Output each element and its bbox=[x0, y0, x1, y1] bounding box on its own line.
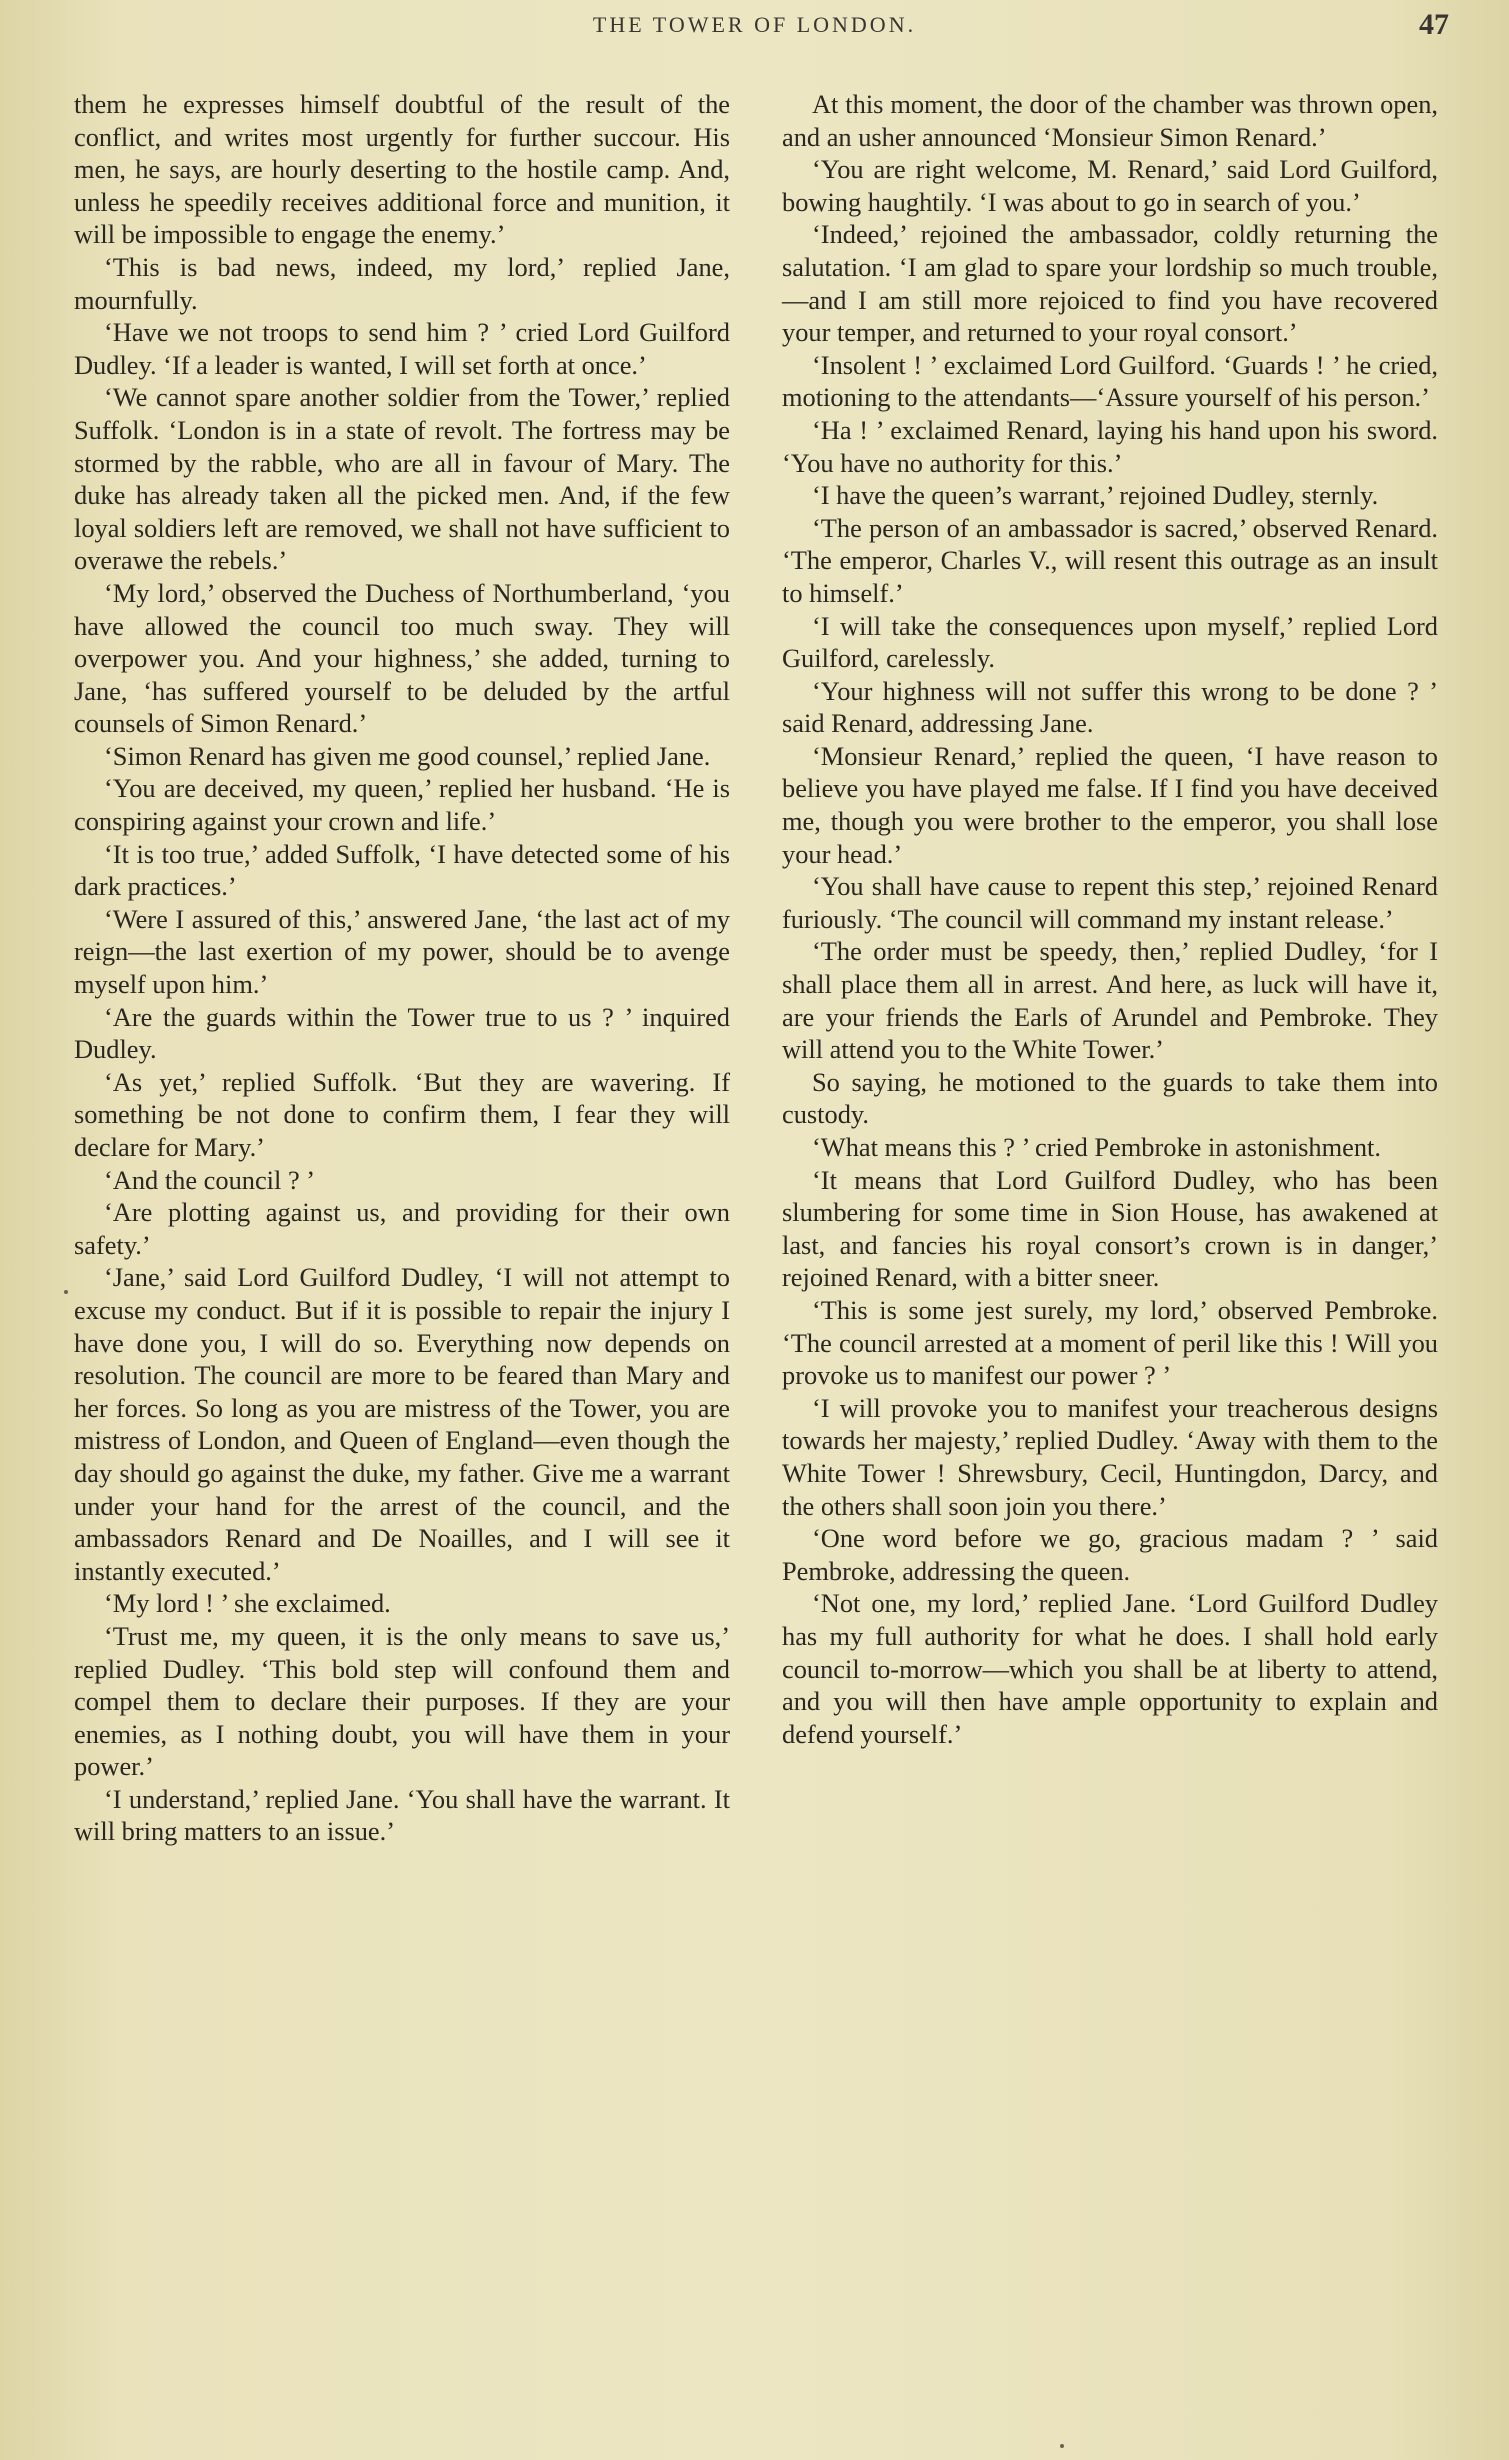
paragraph: ‘Monsieur Renard,’ replied the queen, ‘I have reason to believe you have played me false. If I find you have deceived me, though you were brother to the emperor, you shall lose your head.’ bbox=[782, 740, 1438, 869]
ink-speck bbox=[64, 1290, 68, 1294]
paragraph: ‘As yet,’ replied Suffolk. ‘But they are wavering. If something be not done to confirm them, I fear they will declare for Mary.’ bbox=[74, 1066, 730, 1162]
ink-speck bbox=[1060, 2444, 1064, 2448]
paragraph: ‘We cannot spare another soldier from the Tower,’ replied Suffolk. ‘London is in a state of revolt. The fortress may be stormed by the rabble, who are all in favour of Mary. The duke has already taken all the picked men. And, if the few loyal soldiers left are removed, we shall not have sufficient to overawe the rebels.’ bbox=[74, 382, 730, 576]
paragraph: ‘Not one, my lord,’ replied Jane. ‘Lord Guilford Dudley has my full authority for what he does. I shall hold early council to-morrow—which you shall be at liberty to attend, and you will then have ample opportunity to explain and defend yourself.’ bbox=[782, 1588, 1438, 1749]
paragraph: ‘I will take the consequences upon myself,’ replied Lord Guilford, carelessly. bbox=[782, 610, 1438, 674]
paragraph: ‘Insolent ! ’ exclaimed Lord Guilford. ‘Guards ! ’ he cried, motioning to the attendants—‘Assure yourself of his person.’ bbox=[782, 349, 1438, 413]
paragraph: ‘Were I assured of this,’ answered Jane, ‘the last act of my reign—the last exertion of my power, should be to avenge myself upon him.’ bbox=[74, 903, 730, 1000]
running-title: THE TOWER OF LONDON. bbox=[592, 12, 917, 37]
page-number: 47 bbox=[1419, 8, 1449, 41]
paragraph: ‘The person of an ambassador is sacred,’ observed Renard. ‘The emperor, Charles V., will resent this outrage as an insult to himself.’ bbox=[782, 512, 1438, 608]
paragraph: ‘What means this ? ’ cried Pembroke in astonishment. bbox=[812, 1132, 1381, 1162]
paragraph: ‘You are right welcome, M. Renard,’ said Lord Guilford, bowing haughtily. ‘I was about to go in search of you.’ bbox=[782, 154, 1438, 217]
right-column bbox=[782, 88, 1438, 1750]
paragraph: them he expresses himself doubtful of the result of the conflict, and writes most urgently for further succour. His men, he says, are hourly deserting to the hostile camp. And, unless he speedily receives additional force and munition, it will be impossible to engage the enemy.’ bbox=[74, 89, 730, 250]
paragraph: ‘I understand,’ replied Jane. ‘You shall have the warrant. It will bring matters to an issue.’ bbox=[74, 1783, 730, 1847]
paragraph: ‘My lord ! ’ she exclaimed. bbox=[104, 1588, 391, 1619]
paragraph: ‘Have we not troops to send him ? ’ cried Lord Guilford Dudley. ‘If a leader is wanted, I will set forth at once.’ bbox=[74, 317, 730, 380]
paragraph: ‘The order must be speedy, then,’ replied Dudley, ‘for I shall place them all in arrest. And here, as luck will have it, are your friends the Earls of Arundel and Pembroke. They will attend you to the White Tower.’ bbox=[782, 936, 1438, 1065]
paragraph: So saying, he motioned to the guards to take them into custody. bbox=[782, 1066, 1438, 1130]
paragraph: ‘Indeed,’ rejoined the ambassador, coldly returning the salutation. ‘I am glad to spare your lordship so much trouble,—and I am still more rejoiced to find you have recovered your temper, and returned to your royal consort.’ bbox=[782, 219, 1438, 348]
paragraph: ‘You shall have cause to repent this step,’ rejoined Renard furiously. ‘The council will command my instant release.’ bbox=[782, 871, 1438, 934]
paragraph: ‘Your highness will not suffer this wrong to be done ? ’ said Renard, addressing Jane. bbox=[782, 675, 1438, 739]
paragraph: ‘And the council ? ’ bbox=[104, 1164, 316, 1195]
paragraph: ‘Trust me, my queen, it is the only means to save us,’ replied Dudley. ‘This bold step will confound them and compel them to declare their purposes. If they are your enemies, as I nothing doubt, you will have them in your power.’ bbox=[74, 1620, 730, 1782]
paragraph: ‘Are the guards within the Tower true to us ? ’ inquired Dudley. bbox=[74, 1001, 730, 1065]
running-head bbox=[0, 6, 1509, 46]
paragraph: ‘I will provoke you to manifest your treacherous designs towards her majesty,’ replied Dudley. ‘Away with them to the White Tower ! Shrewsbury, Cecil, Huntingdon, Darcy, and the others shall soon join you there.’ bbox=[782, 1392, 1438, 1521]
paragraph: ‘One word before we go, gracious madam ? ’ said Pembroke, addressing the queen. bbox=[782, 1523, 1438, 1586]
paragraph: ‘You are deceived, my queen,’ replied her husband. ‘He is conspiring against your crown and life.’ bbox=[74, 773, 730, 837]
left-column bbox=[74, 88, 730, 1848]
paragraph: ‘I have the queen’s warrant,’ rejoined Dudley, sternly. bbox=[812, 480, 1379, 511]
paragraph: ‘Ha ! ’ exclaimed Renard, laying his hand upon his sword. ‘You have no authority for this.’ bbox=[782, 414, 1438, 478]
paragraph: ‘Simon Renard has given me good counsel,’ replied Jane. bbox=[104, 740, 711, 771]
paragraph: At this moment, the door of the chamber was thrown open, and an usher announced ‘Monsieur Simon Renard.’ bbox=[782, 89, 1438, 152]
paragraph: ‘It is too true,’ added Suffolk, ‘I have detected some of his dark practices.’ bbox=[74, 838, 730, 902]
paragraph: ‘Are plotting against us, and providing for their own safety.’ bbox=[74, 1197, 730, 1260]
paragraph: ‘Jane,’ said Lord Guilford Dudley, ‘I will not attempt to excuse my conduct. But if it is possible to repair the injury I have done you, I will do so. Everything now depends on resolution. The council are more to be feared than Mary and her forces. So long as you are mistress of the Tower, you are mistress of London, and Queen of England—even though the day should go against the duke, my father. Give me a warrant under your hand for the arrest of the council, and the ambassadors Renard and De Noailles, and I will see it instantly executed.’ bbox=[74, 1262, 730, 1586]
paragraph: ‘This is some jest surely, my lord,’ observed Pembroke. ‘The council arrested at a moment of peril like this ! Will you provoke us to manifest our power ? ’ bbox=[782, 1294, 1438, 1391]
paragraph: ‘My lord,’ observed the Duchess of Northumberland, ‘you have allowed the council too much sway. They will overpower you. And your highness,’ she added, turning to Jane, ‘has suffered yourself to be deluded by the artful counsels of Simon Renard.’ bbox=[74, 577, 730, 739]
paragraph: ‘This is bad news, indeed, my lord,’ replied Jane, mournfully. bbox=[74, 251, 730, 315]
paragraph: ‘It means that Lord Guilford Dudley, who has been slumbering for some time in Sion House, has awakened at last, and fancies his royal consort’s crown is in danger,’ rejoined Renard, with a bitter sneer. bbox=[782, 1164, 1438, 1293]
